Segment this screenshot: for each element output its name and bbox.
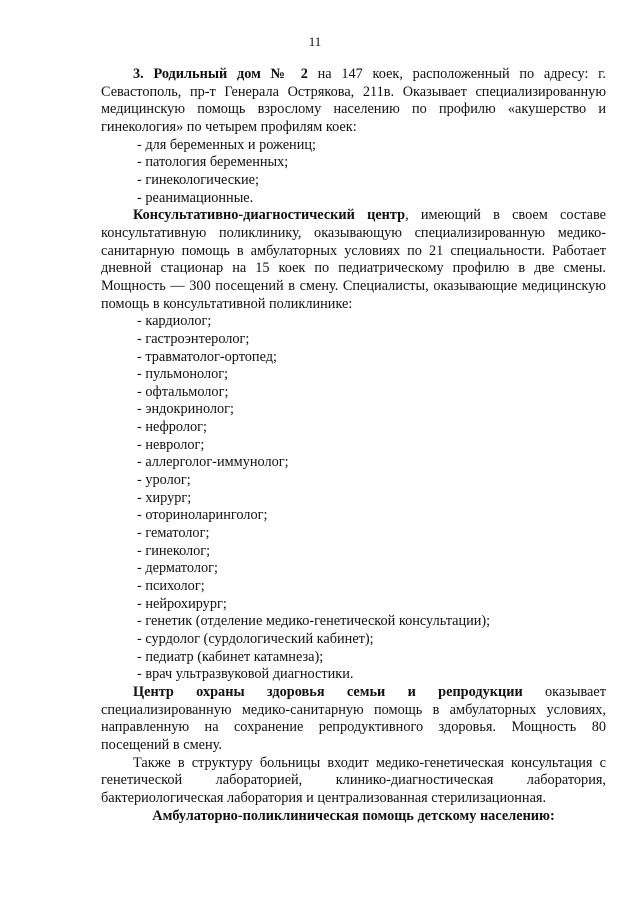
family-center-paragraph: [101, 684, 606, 755]
structure-paragraph: Также в структуру больницы входит медико-генетическая консультация с генетической лабораторией, клинико-диагностическая лаборатория, бактериологическая лаборатория и централизованная стерилизационная.: [101, 754, 606, 806]
list-item: - генетик (отделение медико-генетической консультации);: [137, 613, 491, 630]
list-item: - сурдолог (сурдологический кабинет);: [137, 631, 374, 647]
list-item: - педиатр (кабинет катамнеза);: [137, 648, 324, 665]
list-item: - гастроэнтеролог;: [137, 330, 250, 347]
list-item: - травматолог-ортопед;: [137, 348, 277, 365]
maternity-text: на 147 коек, расположенный по адресу: г. Севастополь, пр-т Генерала Острякова, 211в. Оказывает специализированную медицинскую помощь взрослому населению по профилю «акушерство и гинекология» по четырем профилям коек:: [101, 66, 607, 135]
children-care-heading-text: Амбулаторно-поликлиническая помощь детскому населению:: [152, 807, 555, 824]
page-number: 11: [308, 34, 322, 49]
consult-center-title: Консультативно-диагностический центр: [133, 207, 406, 224]
specialists-list: [101, 313, 606, 684]
children-care-heading: [101, 808, 606, 826]
list-item: - гематолог;: [137, 525, 210, 542]
list-item: - для беременных и рожениц;: [137, 136, 316, 153]
list-item: - эндокринолог;: [137, 401, 235, 418]
list-item: - аллерголог-иммунолог;: [137, 454, 289, 471]
list-item: - гинекологические;: [137, 171, 259, 188]
list-item: - нейрохирург;: [137, 595, 227, 612]
bed-profiles-list: [101, 137, 606, 208]
consult-center-paragraph: [101, 207, 606, 313]
list-item: - кардиолог;: [137, 313, 212, 330]
list-item: - дерматолог;: [137, 560, 218, 577]
list-item: - врач ультразвуковой диагностики.: [137, 666, 354, 683]
list-item: - психолог;: [137, 578, 205, 595]
document-body: [101, 66, 606, 825]
maternity-title: 3. Родильный дом № 2: [133, 66, 308, 82]
list-item: - хирург;: [137, 489, 192, 506]
list-item: - оториноларинголог;: [137, 507, 268, 524]
list-item: - нефролог;: [137, 419, 207, 436]
list-item: - уролог;: [137, 472, 191, 489]
list-item: - реанимационные.: [137, 189, 254, 206]
family-center-title: Центр охраны здоровья семьи и репродукции: [133, 683, 523, 700]
list-item: - гинеколог;: [137, 542, 211, 559]
maternity-paragraph: [101, 66, 606, 137]
list-item: - патология беременных;: [137, 154, 289, 171]
list-item: - пульмонолог;: [137, 366, 229, 383]
list-item: - невролог;: [137, 436, 205, 453]
family-center-text: оказывает специализированную медико-санитарную помощь в амбулаторных условиях, направленную на сохранение репродуктивного здоровья. Мощность 80 посещений в смену.: [101, 683, 606, 753]
consult-center-text: , имеющий в своем составе консультативную поликлинику, оказывающую специализированную медико-санитарную помощь в амбулаторных условиях по 21 специальности. Работает дневной стационар на 15 коек по педиатрическому профилю в две смены. Мощность — 300 посещений в смену. Специалисты, оказывающие медицинскую помощь в консультативной поликлинике:: [101, 207, 606, 312]
list-item: - офтальмолог;: [137, 383, 229, 400]
